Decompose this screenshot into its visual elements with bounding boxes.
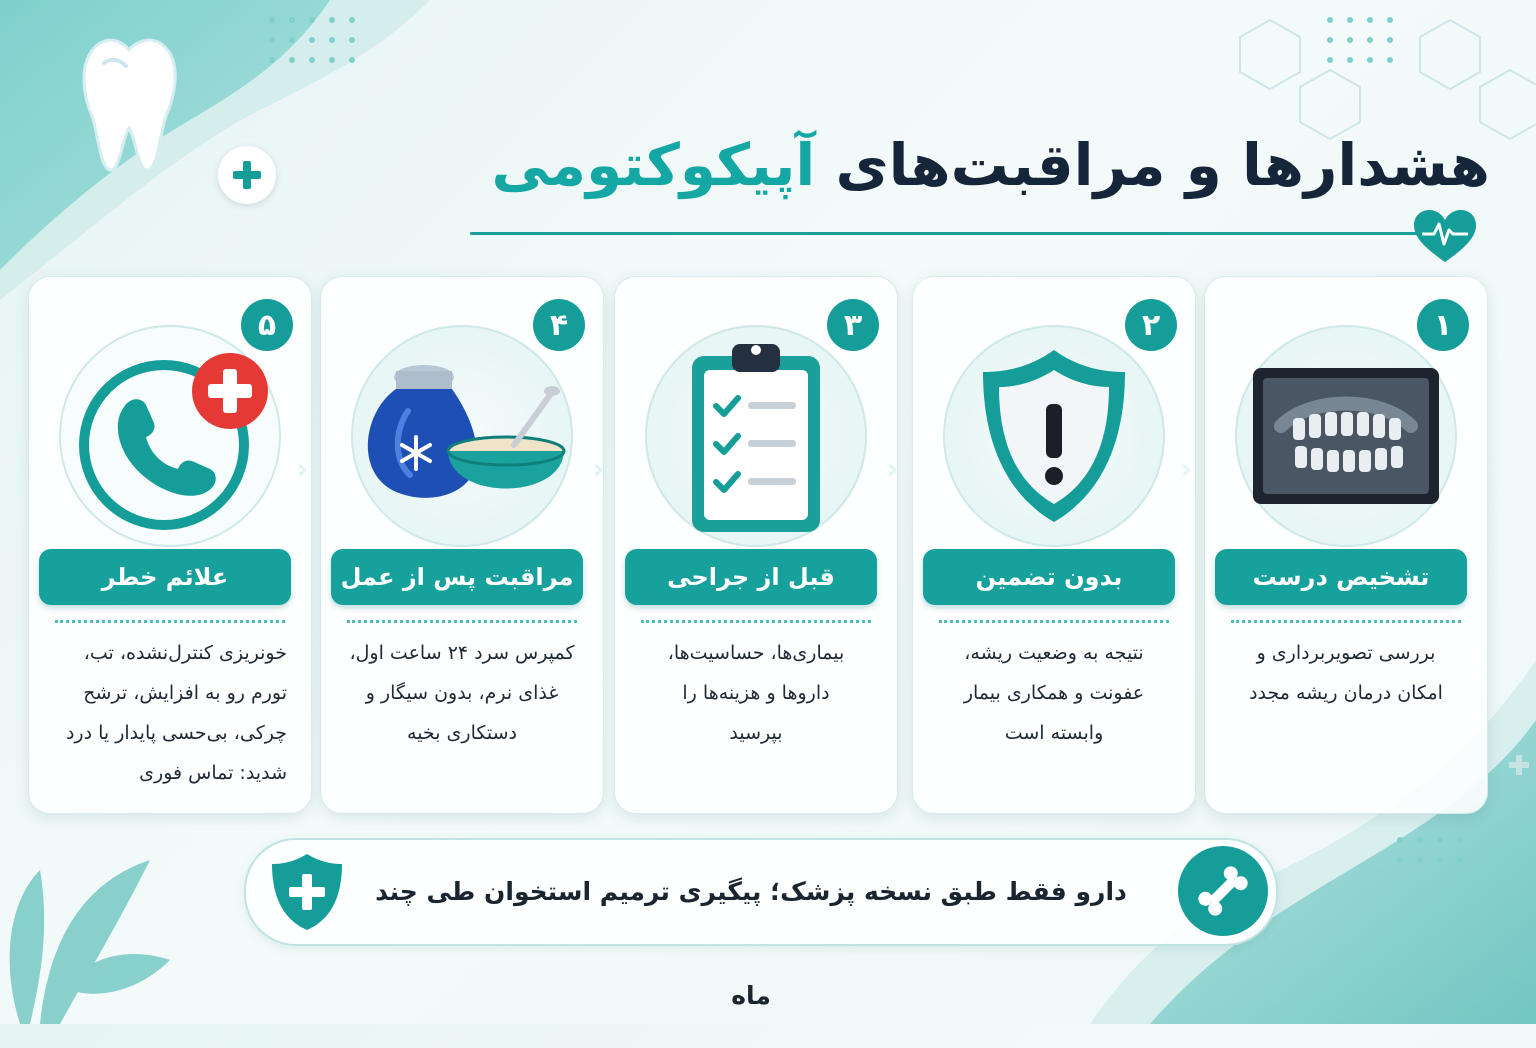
step-number: ۱ [1417, 299, 1469, 351]
warning-shield-icon [979, 346, 1129, 526]
card-description: بررسی تصویربرداری و امکان درمان ریشه مجدد [1249, 642, 1443, 704]
step-number: ۵ [241, 299, 293, 351]
dotted-divider [347, 620, 577, 623]
step-number: ۲ [1125, 299, 1177, 351]
card-label: بدون تضمین [923, 549, 1175, 605]
step-number: ۳ [827, 299, 879, 351]
card-5 [28, 276, 312, 814]
card-description: بیماری‌ها، حساسیت‌ها، داروها و هزینه‌ها را بپرسید [667, 642, 845, 744]
card-description: کمپرس سرد ۲۴ ساعت اول، غذای نرم، بدون سیگار و دستکاری بخیه [349, 642, 575, 744]
icon-circle [59, 325, 281, 547]
card-label: مراقبت پس از عمل [331, 549, 583, 605]
plus-badge-icon [218, 146, 276, 204]
card-1 [1204, 276, 1488, 814]
bone-icon [1193, 861, 1253, 921]
clipboard-checklist-icon [686, 336, 826, 536]
emergency-phone-icon [70, 341, 270, 531]
icon-circle [351, 325, 573, 547]
card-2 [912, 276, 1196, 814]
icon-circle [943, 325, 1165, 547]
dotted-divider [1231, 620, 1461, 623]
card-description: خونریزی کنترل‌نشده، تب، تورم رو به افزایش، ترشح چرکی، بی‌حسی پایدار یا درد شدید: تماس فوری [65, 642, 287, 784]
card-label: علائم خطر [39, 549, 291, 605]
dental-xray-icon [1251, 366, 1441, 506]
heartbeat-icon [1412, 210, 1478, 266]
bottom-note-bar [244, 838, 1278, 1010]
dotted-divider [55, 620, 285, 623]
dotted-divider [641, 620, 871, 623]
medical-shield-icon [270, 852, 344, 932]
dotted-divider [939, 620, 1169, 623]
card-label: تشخیص درست [1215, 549, 1467, 605]
page-title [470, 120, 1490, 220]
bottom-note-text: دارو فقط طبق نسخه پزشک؛ پیگیری ترمیم استخوان طی چند ماه [375, 877, 1127, 1010]
card-4 [320, 276, 604, 814]
step-number: ۴ [533, 299, 585, 351]
title-main: هشدارها و مراقبت‌های [835, 131, 1490, 199]
card-label: قبل از جراحی [625, 549, 877, 605]
card-3 [614, 276, 898, 814]
title-divider [470, 232, 1420, 235]
ice-pack-soft-food-icon [354, 351, 570, 521]
icon-circle [1235, 325, 1457, 547]
icon-circle [645, 325, 867, 547]
title-accent: آپیکوکتومی [491, 131, 816, 199]
card-description: نتیجه به وضعیت ریشه، عفونت و همکاری بیمار وابسته است [963, 642, 1145, 744]
tooth-logo-icon [74, 28, 184, 178]
bone-icon-circle [1178, 846, 1268, 936]
